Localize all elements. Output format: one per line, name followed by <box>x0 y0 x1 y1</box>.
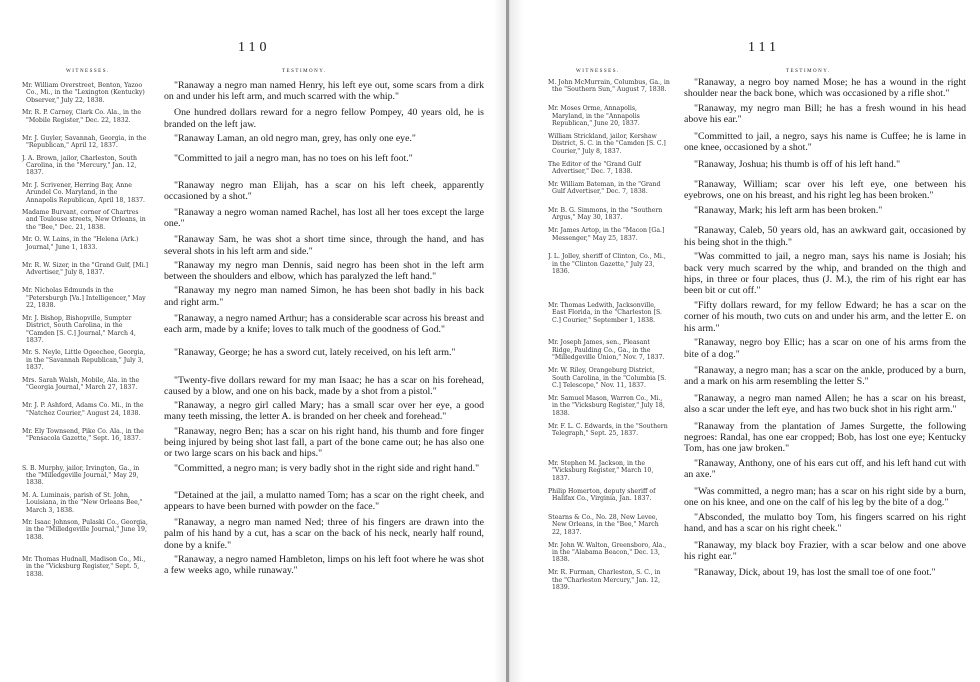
witness-citation: Madame Burvant, corner of Chartres and Toulouse streets, New Orleans, in the "Bee," Dec. 21, 1838. <box>22 209 146 231</box>
witness-citation: M. John McMurrain, Columbus, Ga., in the "Southern Sun," August 7, 1838. <box>548 79 670 94</box>
witness-citation: Mr. Samuel Mason, Warren Co., Mi., in the "Vicksburg Register," July 18, 1838. <box>548 394 665 417</box>
testimony-text: "Ranaway, a negro boy named Mose; he has a wound in the right shoulder near the back bone, which was occasioned by a rifle shot." <box>684 77 966 100</box>
witness-citation: Mr. Moses Orme, Annapolis, Maryland, in the "Annapolis Republican," June 20, 1837. <box>548 105 640 127</box>
entry-row <box>22 285 484 309</box>
testimony-text: "Ranaway negro man Elijah, has a scar on his left cheek, apparently occasioned by a shot." <box>164 179 484 203</box>
witness-citation: Mr. Thomas Hudnall, Madison Co., Mi., in the "Vicksburg Register," Sept. 5, 1838. <box>22 555 146 578</box>
witness-citation: Mr. R. Furman, Charleston, S. C., in the "Charleston Mercury," Jan. 12, 1839. <box>548 569 661 592</box>
witness-citation: J. L. Jolley, sheriff of Clinton, Co., Mi., in the "Clinton Gazette," July 23, 1836. <box>548 253 666 276</box>
entry-row <box>548 337 966 361</box>
entry-row <box>22 490 484 514</box>
testimony-text: "Ranaway, negro Ben; has a scar on his right hand, his thumb and fore finger being injured by being shot last fall, a part of the bone came out; he has also one or two large scars on his back and hips." <box>164 425 484 460</box>
witness-citation: Mr. J. Bishop, Bishopville, Sumpter District, South Carolina, in the "Camden [S. C.] Journal," March 4, 1837. <box>22 314 136 344</box>
witness-citation: Mr. Stephen M. Jackson, in the "Vicksburg Register," March 10, 1837. <box>548 459 654 482</box>
entry-row <box>548 77 966 100</box>
testimony-text: "Ranaway, a negro man; has a scar on the ankle, produced by a burn, and a mark on his arm resembling the letter S." <box>684 365 966 388</box>
gutter-shadow <box>494 0 524 682</box>
witness-citation: Mr. J. Guyler, Savannah, Georgia, in the "Republican," April 12, 1837. <box>22 134 147 150</box>
witness-citation: Mr. Nicholas Edmunds in the "Petersburgh [Va.] Intelligencer," May 22, 1838. <box>22 287 146 310</box>
entry-row <box>548 300 966 334</box>
entry-list <box>548 77 966 595</box>
entry-row <box>22 426 484 460</box>
entry-row <box>548 365 966 389</box>
witness-citation: Mr. F. L. C. Edwards, in the "Southern Telegraph," Sept. 25, 1837. <box>548 422 668 437</box>
testimony-heading: TESTIMONY. <box>786 69 831 74</box>
entry-row <box>22 260 484 283</box>
witness-citation: Mr. B. G. Simmons, in the "Southern Argus," May 30, 1837. <box>548 206 663 222</box>
entry-row <box>548 103 966 127</box>
witness-citation: Mr. Ely Townsend, Pike Co. Ala., in the "Pensacola Gazette," Sept. 16, 1837. <box>22 427 144 443</box>
entry-row <box>22 313 484 345</box>
testimony-text: "Ranaway, Joshua; his thumb is off of his left hand." <box>694 158 901 170</box>
witness-citation: Mr. William Bateman, in the "Grand Gulf Advertiser," Dec. 7, 1838. <box>548 180 661 196</box>
entry-row <box>548 512 966 536</box>
witnesses-heading: WITNESSES. <box>66 69 110 74</box>
entry-row <box>22 463 484 487</box>
testimony-text: "Ranaway Laman, an old negro man, grey, has only one eye." <box>174 132 416 144</box>
witness-citation: The Editor of the "Grand Gulf Advertiser," Dec. 7, 1838. <box>548 160 641 175</box>
entry-row <box>22 400 484 423</box>
testimony-text: "Absconded, the mulatto boy Tom, his fingers scarred on his right hand, and has a scar on his right cheek." <box>684 511 966 535</box>
testimony-text: "Ranaway, a negro man named Ned; three of his fingers are drawn into the palm of his hand by a cut, has a scar on the back of his neck, nearly half round, done by a knife." <box>164 517 484 551</box>
witness-citation: Stearns & Co., No. 28, New Levee, New Orleans, in the "Bee," March 22, 1837. <box>548 513 659 536</box>
witness-citation: Mr. Isaac Johnson, Pulaski Co., Georgia, in the "Milledgeville Journal," June 19, 1838. <box>22 519 148 541</box>
testimony-heading: TESTIMONY. <box>282 69 327 74</box>
testimony-text: "Was committed, a negro man; has a scar on his right side by a burn, one on his knee, and one on the calf of his leg by the bite of a dog." <box>684 485 966 508</box>
testimony-text: "Ranaway Sam, he was shot a short time since, through the hand, and has several shots in his left arm and side." <box>164 234 484 257</box>
witness-citation: Mr. S. Neyle, Little Ogeechee, Georgia, in the "Savannah Republican," July 3, 1837. <box>22 349 146 372</box>
entry-row <box>22 133 484 150</box>
testimony-text: "Committed to jail a negro man, has no toes on his left foot." <box>174 152 413 164</box>
testimony-text: "Ranaway, Caleb, 50 years old, has an awkward gait, occasioned by his being shot in the thigh." <box>684 225 966 248</box>
testimony-text: "Ranaway my negro man Dennis, said negro has been shot in the left arm between the shoulders and elbow, which has paralyzed the left hand." <box>164 259 484 283</box>
witness-citation: Mr. Thomas Ledwith, Jacksonville, East Florida, in the "Charleston [S. C.] Courier," September 1, 1838. <box>548 302 662 324</box>
testimony-text: "Ranaway, a negro man named Allen; he has a scar on his breast, also a scar under the left eye, and has two buck shot in his right arm." <box>684 392 966 416</box>
entry-row <box>548 205 966 222</box>
testimony-text: "Ranaway, negro boy Ellic; has a scar on one of his arms from the bite of a dog." <box>684 337 966 360</box>
entry-row <box>548 179 966 202</box>
witness-citation: Mr. W. Riley, Orangeburg District, South Carolina, in the "Columbia [S. C.] Telescope," Nov. 11, 1837. <box>548 367 667 389</box>
testimony-text: "Ranaway, my negro man Bill; he has a fresh wound in his head above his ear." <box>684 103 966 126</box>
witness-citation: S. B. Murphy, jailor, Irvington, Ga., in the "Milledgeville Journal," May 29, 1838. <box>22 464 140 487</box>
testimony-text: "Detained at the jail, a mulatto named Tom; has a scar on the right cheek, and appears to have been burned with powder on the face." <box>164 489 484 513</box>
testimony-text: "Ranaway, George; he has a sword cut, lately received, on his left arm." <box>174 347 456 359</box>
left-page <box>22 0 484 682</box>
testimony-text: "Ranaway from the plantation of James Surgette, the following negroes: Randal, has one ear cropped; Bob, has lost one eye; Kentucky Tom, has one jaw broken." <box>684 420 966 455</box>
entry-row <box>22 347 484 371</box>
entry-row <box>548 486 966 509</box>
witness-citation: Mr. William Overstreet, Benton, Yazoo Co., Mi., in the "Lexington (Kentucky) Observer," July 22, 1838. <box>22 82 145 104</box>
testimony-text: "Ranaway, William; scar over his left eye, one between his eyebrows, one on his breast, and his right leg has been broken." <box>684 178 966 202</box>
entry-row <box>548 421 966 455</box>
entry-row <box>22 375 484 398</box>
witness-citation: William Strickland, jailor, Kershaw District, S. C. in the "Camden [S. C.] Courier," July 8, 1837. <box>548 132 666 155</box>
witness-citation: Mr. J. P. Ashford, Adams Co. Mi., in the "Natchez Courier," August 24, 1838. <box>22 402 144 417</box>
entry-list <box>22 80 484 581</box>
page-number: 111 <box>748 40 780 55</box>
entry-row <box>548 458 966 482</box>
testimony-text: "Twenty-five dollars reward for my man Isaac; he has a scar on his forehead, caused by a blow, and one on his back, made by a shot from a pistol." <box>164 374 484 397</box>
entry-row <box>548 131 966 155</box>
entry-row <box>548 225 966 248</box>
witness-citation: Mr. James Artop, in the "Macon [Ga.] Messenger," May 25, 1837. <box>548 227 665 242</box>
testimony-text: "Ranaway a negro man named Henry, his left eye out, some scars from a dirk on and under his left arm, and much scarred with the whip." <box>164 80 484 103</box>
entry-row <box>548 567 966 591</box>
testimony-text: "Ranaway my negro man named Simon, he has been shot badly in his back and right arm." <box>164 285 484 308</box>
entry-row <box>548 540 966 564</box>
entry-row <box>22 80 484 104</box>
entry-row <box>548 251 966 296</box>
testimony-text: "Committed to jail, a negro, says his name is Cuffee; he is lame in one knee, occasioned by a shot." <box>684 130 966 154</box>
entry-row <box>22 207 484 231</box>
testimony-text: "Ranaway, a negro named Arthur; has a considerable scar across his breast and each arm, made by a knife; loves to talk much of the goodness of God." <box>164 312 484 335</box>
witness-citation: Mr. Joseph James, sen., Pleasant Ridge, Paulding Co., Ga., in the "Milledgeville Union," Nov. 7, 1837. <box>548 339 665 362</box>
testimony-text: "Fifty dollars reward, for my fellow Edward; he has a scar on the corner of his mouth, two cuts on and under his arm, and the letter E. on his arm." <box>684 300 966 334</box>
entry-row <box>22 153 484 177</box>
page-number: 110 <box>238 40 271 55</box>
entry-row <box>22 554 484 578</box>
testimony-text: "Ranaway a negro woman named Rachel, has lost all her toes except the large one." <box>164 207 484 230</box>
witness-citation: Mr. J. Scrivener, Herring Bay, Anne Arundel Co. Maryland, in the Annapolis Republican, April 18, 1837. <box>22 181 146 204</box>
testimony-text: "Committed, a negro man; is very badly shot in the right side and right hand." <box>174 462 480 474</box>
entry-row <box>22 234 484 257</box>
entry-row <box>22 517 484 551</box>
entry-row <box>22 180 484 204</box>
entry-row <box>548 393 966 417</box>
testimony-text: "Ranaway, Dick, about 19, has lost the small toe of one foot." <box>694 567 936 579</box>
witness-citation: Philip Homerton, deputy sheriff of Halifax Co., Virginia, Jan. 1837. <box>548 487 656 503</box>
right-page <box>548 0 966 682</box>
testimony-text: "Was committed to jail, a negro man, says his name is Josiah; his back very much scarred by the whip, and branded on the thigh and hips, in three or four places, thus (J. M.), the rim of his right ear has been bit or cut off." <box>684 251 966 297</box>
entry-row <box>548 159 966 176</box>
witness-citation: Mr. O. W. Lains, in the "Helena (Ark.) Journal," June 1, 1833. <box>22 236 139 251</box>
testimony-text: "Ranaway, my black boy Frazier, with a scar below and one above his right ear." <box>684 539 966 562</box>
witness-citation: Mr. R. P. Carney, Clark Co. Ala., in the "Mobile Register," Dec. 22, 1832. <box>22 109 142 124</box>
testimony-text: "Ranaway, Anthony, one of his ears cut off, and his left hand cut with an axe." <box>684 457 966 481</box>
witness-citation: Mr. John W. Walton, Greensboro, Ala., in the "Alabama Beacon," Dec. 13, 1838. <box>548 541 667 564</box>
witness-citation: J. A. Brown, jailor, Charleston, South Carolina, in the "Mercury," Jan. 12, 1837. <box>22 154 138 177</box>
witness-citation: M. A. Luminais, parish of St. John, Louisiana, in the "New Orleans Bee," March 3, 1838. <box>22 491 143 514</box>
testimony-text: "Ranaway, a negro named Hambleton, limps on his left foot where he was shot a few weeks ago, while runaway." <box>164 553 484 577</box>
book-gutter <box>506 0 509 682</box>
testimony-text: "Ranaway, a negro girl called Mary; has a small scar over her eye, a good many teeth missing, the letter A. is branded on her cheek and forehead." <box>164 400 484 423</box>
witness-citation: Mr. R. W. Sizer, in the "Grand Gulf, [Mi.] Advertiser," July 8, 1837. <box>22 261 149 277</box>
testimony-text: "Ranaway, Mark; his left arm has been broken." <box>694 204 883 216</box>
entry-row <box>22 107 484 130</box>
witnesses-heading: WITNESSES. <box>576 69 620 74</box>
testimony-text: One hundred dollars reward for a negro fellow Pompey, 40 years old, he is branded on the left jaw. <box>164 107 484 130</box>
witness-citation: Mrs. Sarah Walsh, Mobile, Ala. in the "Georgia Journal," March 27, 1837. <box>22 376 140 391</box>
